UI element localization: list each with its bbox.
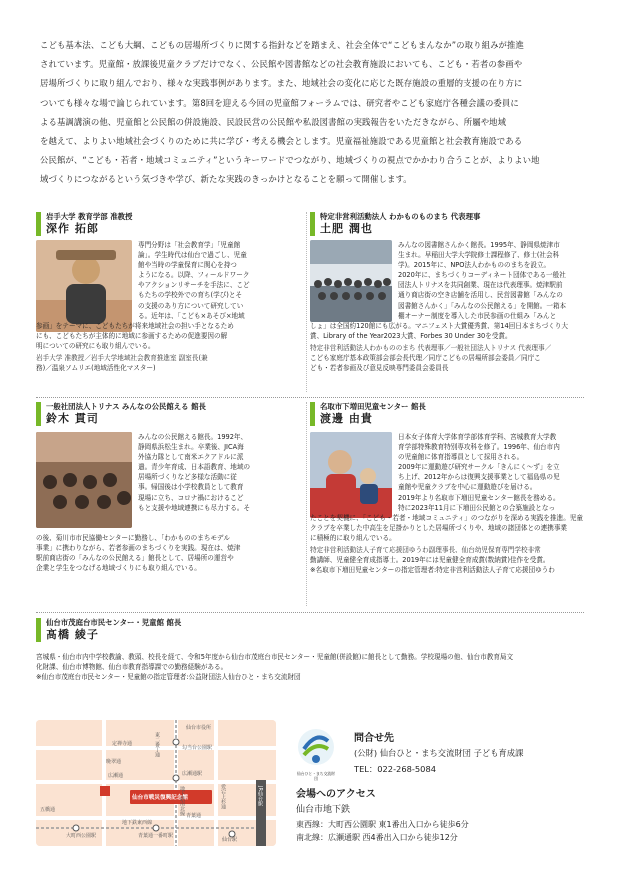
speaker-card-suzuki xyxy=(36,402,296,426)
map-label: 五橋通 xyxy=(40,807,56,813)
map-label: 勾当台公園駅 xyxy=(182,745,213,751)
map-label: 広瀬通 xyxy=(108,773,124,779)
map-label: 晩翠通 xyxy=(106,759,122,765)
bio-affiliation: 務)／温泉ソムリエ(地域活性化マスター) xyxy=(36,364,156,373)
bio-line: の支援のあり方について研究してい xyxy=(138,301,244,310)
bio-line: しょ」は全国約120館にも広がる。マニフェスト大賞優秀賞、第14回日本まちづくり大 xyxy=(310,322,568,330)
speaker-name: 土肥 潤也 xyxy=(320,222,373,235)
bio-line: みんなの図書館さんかく館長。1995年、静岡県焼津市 xyxy=(398,241,560,249)
bio-line: 図書館さんかく」「みんなの公民館える」を開館。一箱本 xyxy=(398,301,567,310)
bio-line: 事業」に携わりながら、若者参画のまちづくりを実践。現在は、焼津 xyxy=(36,544,241,553)
speaker-bio xyxy=(36,533,298,573)
speaker-org: 岩手大学 教育学部 准教授 xyxy=(46,212,133,221)
contact-title: 問合せ先 xyxy=(354,733,394,744)
intro-line: 公民館が、“こども・若者・地域コミュニティ”というキーワードでつながり、地域づくりの視点でかかわり合うことが、よりよい地 xyxy=(40,155,540,166)
map-label: 地下鉄東西線 xyxy=(122,820,153,826)
bio-line: 専門分野は「社会教育学」「児童館 xyxy=(138,241,241,249)
bio-affiliation: 特定非営利活動法人わかもののまち 代表理事／一般社団法人トリナス 代表理事／ xyxy=(310,344,552,353)
logo-text: 仙台ひと・まち交流財団 xyxy=(297,771,335,781)
speaker-photo xyxy=(36,240,132,332)
map-label: 仙台市役所 xyxy=(186,725,212,731)
bio-affiliation: 特定非営利活動法人子育て応援団ゆうわ副理事長、仙台幼児保育専門学校非常 xyxy=(310,546,541,555)
speaker-org: 名取市下増田児童センター 館長 xyxy=(320,402,426,411)
bio-line: 団法人トリナスを共同創業、現在は代表理事。焼津駅前 xyxy=(398,281,563,290)
speaker-bio xyxy=(398,240,588,321)
intro-line: よる基調講演の他、児童館と公民館の併設施設、民設民営の公民館や私設図書館の実践報告をいただきながら、所屬や地域 xyxy=(40,116,507,127)
map-label: 定禅寺通 xyxy=(112,741,133,747)
divider xyxy=(306,402,307,606)
bio-line: る。近年は、「こども×あそび×地域 xyxy=(138,311,245,320)
bio-line: 学)。2015年に、NPO法人わかもののまちを設立。 xyxy=(398,261,551,270)
bio-line: ※仙台市茂庭台市民センター・児童館の指定管理者:公益財団法人仙台ひと・まち交流財団 xyxy=(36,673,301,682)
speaker-bio xyxy=(36,652,592,682)
bio-line: 化財課、仙台市博物館、仙台市教育指導課での勤務経験がある。 xyxy=(36,663,228,672)
map-label: 青葉通一番町駅 xyxy=(138,833,174,839)
bio-line: ようになる。以降、フィールドワーク xyxy=(138,271,250,280)
speaker-name: 髙橋 綾子 xyxy=(46,628,99,641)
speaker-card-takahashi xyxy=(36,618,584,642)
speaker-bio xyxy=(310,321,590,373)
accent-bar xyxy=(310,212,315,236)
bio-line: クラブを卒業した中高生を足掛かりとした居場所づくりや、地域の諸団体との連携事業 xyxy=(310,524,568,533)
map-label: 大町西公園駅 xyxy=(66,833,97,839)
speaker-org: 一般社団法人トリナス みんなの公民館える 館長 xyxy=(46,402,206,411)
bio-line: 静岡県浜松生まれ。卒業後、JICA海 xyxy=(138,443,244,452)
bio-line: 2009年に運動遊び研究サークル「きんにく〜ず」を立 xyxy=(398,463,560,472)
speaker-org: 特定非営利活動法人 わかものものまち 代表理事 xyxy=(320,212,481,221)
contact-tel: TEL：022-268-5084 xyxy=(354,764,437,774)
bio-line: 特に2023年11月に下増田公民館との合築施設となっ xyxy=(398,503,556,512)
divider xyxy=(36,397,584,398)
map-label: 東二番丁通 xyxy=(154,732,160,757)
accent-bar xyxy=(36,212,41,236)
speaker-photo xyxy=(36,432,132,528)
speaker-photo xyxy=(310,240,392,322)
bio-line: 2019年より名取市下増田児童センター館長を務める。 xyxy=(398,493,560,502)
intro-line: こども基本法、こども大綱、こどもの居場所づくりに関する指針などを踏まえ、社会全体で“こどもまんなか”の取り組みが推進 xyxy=(40,40,524,50)
access-subway: 仙台市地下鉄 xyxy=(296,805,351,815)
bio-line: 遣。青少年育成、日本語教育、地域の xyxy=(138,463,251,472)
accent-bar xyxy=(310,402,315,426)
speaker-bio xyxy=(310,513,590,576)
bio-affiliation: こども家庭庁基本政策部会部会長代理／同庁こどもの居場所部会委員／同庁こ xyxy=(310,354,541,363)
map-label: 青葉通 xyxy=(186,813,202,819)
foundation-logo xyxy=(296,727,336,781)
map-label: 広瀬通駅 xyxy=(182,771,203,777)
bio-line: 2020年に、まちづくりコーディネート団体である一般社 xyxy=(398,271,566,280)
bio-affiliation: ども・若者参画及び意見反映専門委員会委員長 xyxy=(310,364,449,373)
access-map xyxy=(36,720,276,846)
speaker-bio xyxy=(36,321,298,373)
accent-bar xyxy=(36,618,41,642)
bio-line: 育学部特殊教育特別専攻科を修了。1996年、仙台市内 xyxy=(398,443,560,452)
bio-line: 明についての研究にも取り組んでいる。 xyxy=(36,342,155,351)
bio-line: 参画」をテーマに、こどもたちが将来地域社会の担い手となるため xyxy=(36,322,234,330)
bio-line: ち上げ、2012年からは復興支援事業として福島県の児 xyxy=(398,473,560,482)
bio-line: 居場所づくりなど多様な活動に従 xyxy=(138,473,237,482)
speaker-photo xyxy=(310,432,392,518)
speaker-card-dohi xyxy=(310,212,590,236)
bio-line: 館や当時の学童保育に関心を持つ xyxy=(138,261,237,270)
bio-line: 童館や児童クラブを中心に運動遊びを届ける。 xyxy=(398,483,537,492)
accent-bar xyxy=(36,402,41,426)
speaker-bio xyxy=(138,432,298,513)
bio-line: 現場に立ち、コロナ禍におけるこど xyxy=(138,493,244,502)
intro-text xyxy=(40,36,586,190)
bio-line: もと支援や地域連携にも尽力する。そ xyxy=(138,503,251,512)
intro-line: されています。児童館・放課後児童クラブだけでなく、公民館や図書館などの社会教育施設においても、こども・若者の参画や xyxy=(40,59,523,70)
intro-line: 居場所づくりに取り組んでおり、様々な実践事例があります。また、地域社会の変化に応じた既存施設の重層的支援の在り方に xyxy=(40,78,523,89)
intro-line: を越えて、よりよい地域社会づくりのために共に学び・考える機会とします。児童福祉施設である児童館と社会教育施設である xyxy=(40,136,523,147)
map-label: 愛宕上杉通 xyxy=(220,784,226,809)
map-label: 仙台駅 xyxy=(222,837,238,843)
bio-line: みんなの公民館える館長。1992年、 xyxy=(138,433,248,441)
bio-line: たことを契機に、「こども・若者・地域コミュニティ」のつながりを深める実践を推進。児童 xyxy=(310,514,583,522)
bio-line: の後、菊川市市民協働センターに勤務し、「わかもののまちモデル xyxy=(36,534,230,542)
bio-line: 事。帰国後は小学校教員として教育 xyxy=(138,483,244,492)
access-title: 会場へのアクセス xyxy=(296,789,376,800)
bio-line: もたちの学校外での育ち(学び)とそ xyxy=(138,291,243,300)
map-label: 地下鉄南北線 xyxy=(179,786,185,816)
divider xyxy=(36,612,584,613)
intro-line: ついても様々な場で論じられています。第8回を迎える今回の児童館フォーラムでは、研究者やこども家庭庁各種会議の委員に xyxy=(40,97,519,108)
speaker-card-watanabe xyxy=(310,402,590,426)
venue-label: 仙台市戦災復興記念館 xyxy=(132,795,188,801)
bio-affiliation: ※名取市下増田児童センターの指定管理者:特定非営利活動法人子育て応援団ゆうわ xyxy=(310,566,555,575)
bio-line: 生まれ。早稲田大学大学院修士課程修了、修士(社会科 xyxy=(398,251,560,260)
bio-line: やアクションリサーチを手法に、こど xyxy=(138,281,250,290)
bio-line: 論」。学生時代は仙台で過ごし、児童 xyxy=(138,251,247,260)
speaker-org: 仙台市茂庭台市民センター・児童館 館長 xyxy=(46,618,182,627)
bio-line: 駅前商店街の「みんなの公民館える」館長として、居場所の運営や xyxy=(36,554,234,563)
bio-line: 通り商店街の空き店舗を活用し、民営図書館「みんなの xyxy=(398,291,563,300)
bio-line: 外協力隊として南米エクアドルに派 xyxy=(138,453,244,462)
bio-line: 宮城県・仙台市内中学校教諭、教頭、校長を経て、令和5年度から仙台市茂庭台市民センター・児童館(併設館)に館長として勤務。学校現場の他、仙台市教育局文 xyxy=(36,653,514,661)
bio-line: 企業と学生をつなげる地域づくりにも取り組んでいる。 xyxy=(36,564,201,573)
speaker-card-fukasaku xyxy=(36,212,296,236)
bio-line: 日本女子体育大学体育学部体育学科、宮城教育大学教 xyxy=(398,433,557,441)
bio-line: に積極的に取り組んでいる。 xyxy=(310,534,396,543)
access-line: 南北線：広瀬通駅 西4番出入口から徒歩12分 xyxy=(296,833,458,842)
bio-line: 賞、Library of the Year2023大賞、Forbes 30 Under 30を受賞。 xyxy=(310,332,512,341)
access-block xyxy=(296,788,596,844)
intro-line: 域づくりにつながるという気づきや学び、新たな実践のきっかけとなることを願って開催します。 xyxy=(40,174,412,185)
speaker-name: 鈴木 貫司 xyxy=(46,412,99,425)
speaker-name: 渡邊 由貴 xyxy=(320,412,373,425)
bio-affiliation: 岩手大学 准教授／岩手大学地域社会教育推進室 副室長(兼 xyxy=(36,354,208,363)
divider xyxy=(306,212,307,392)
access-line: 東西線：大町西公園駅 東1番出入口から徒歩6分 xyxy=(296,820,469,829)
bio-line: にも、こどもたちが主体的に地域に参画するための促進要因の解 xyxy=(36,332,228,341)
bio-line: の児童館に体育指導員として採用される。 xyxy=(398,453,524,462)
bio-line: 棚オーナー制度を導入した市民参画の仕組み「みんと xyxy=(398,311,557,320)
map-label: JR仙台駅 xyxy=(257,786,263,806)
speaker-name: 深作 拓郎 xyxy=(46,222,99,235)
bio-affiliation: 勤講師、児童健全育成指導士。2019年には児童健全育成賞(数納賞)佳作を受賞。 xyxy=(310,556,550,565)
contact-org: (公財) 仙台ひと・まち交流財団 子ども育成課 xyxy=(354,748,524,758)
speaker-bio xyxy=(398,432,588,513)
speaker-bio xyxy=(138,240,298,321)
